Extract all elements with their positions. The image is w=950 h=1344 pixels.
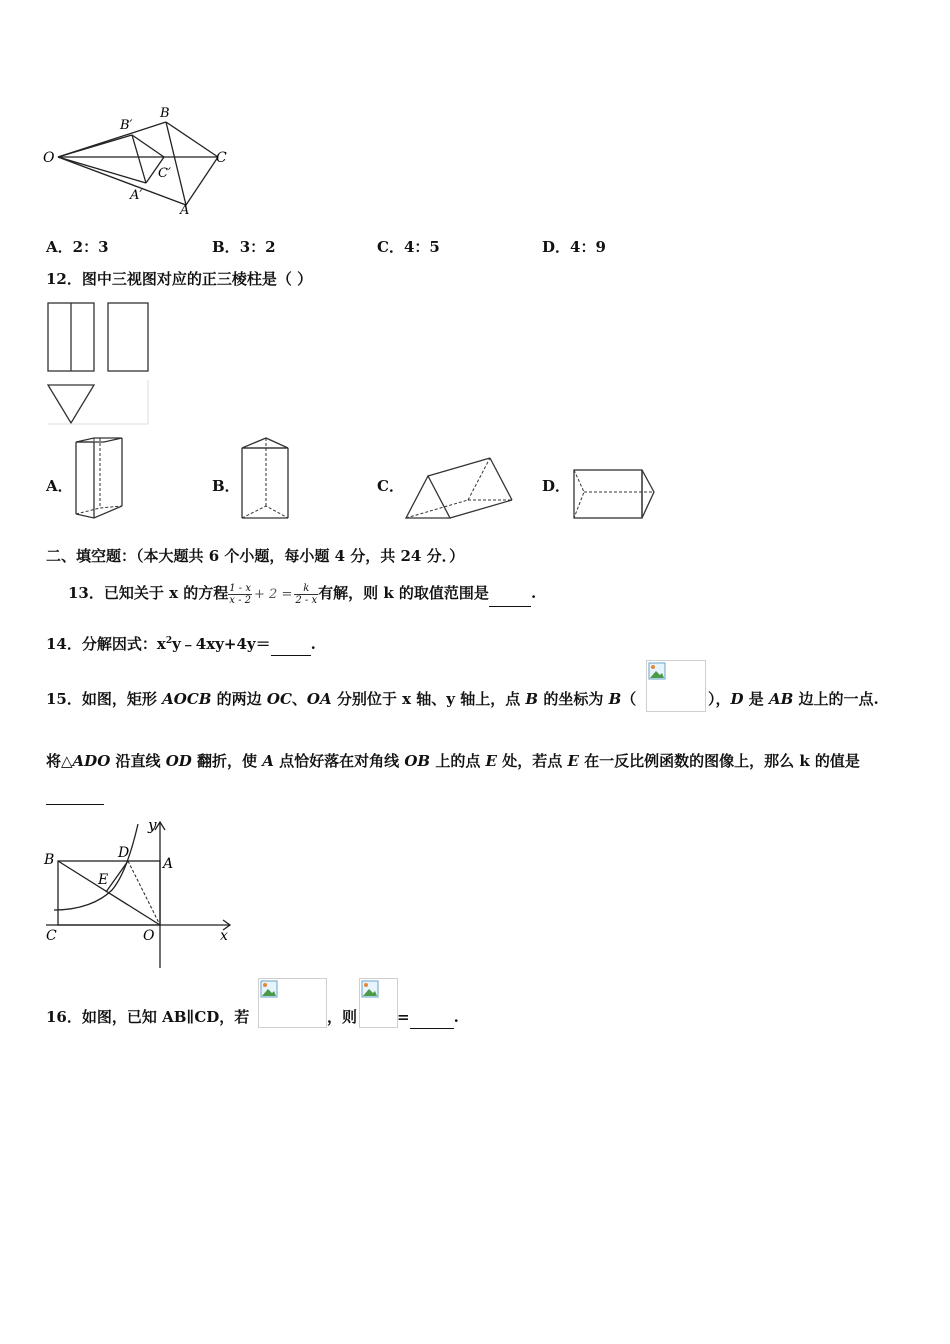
q15-var: OB	[404, 752, 431, 770]
q16-broken-image-2	[359, 978, 398, 1028]
label-B: B	[160, 106, 170, 121]
q12-option-d-label[interactable]: D．	[542, 477, 571, 495]
q12-option-b-prism[interactable]	[236, 432, 296, 522]
q16-broken-image-1	[258, 978, 327, 1028]
q13-end: .	[530, 584, 537, 602]
label-C: C	[46, 928, 57, 944]
q16-equals: =	[397, 1008, 410, 1026]
label-O: O	[43, 150, 55, 166]
q13-plus: + 2 =	[254, 587, 293, 602]
figure-q12-three-views	[44, 300, 154, 428]
q15-answer-blank[interactable]	[46, 790, 104, 805]
q15-var: OD	[165, 752, 192, 770]
q16-answer-blank[interactable]	[410, 1006, 454, 1029]
q13-prefix: 13．已知关于 x 的方程	[68, 584, 229, 602]
broken-image-icon	[260, 980, 278, 998]
q15-var: B	[525, 690, 539, 708]
q12-option-c-label[interactable]: C．	[377, 477, 404, 495]
q15-text: 边上的一点.	[793, 690, 879, 708]
fraction-denominator: 2 - x	[295, 594, 318, 606]
q15-var: OC	[266, 690, 292, 708]
q15-var: D	[730, 690, 744, 708]
figure-q15-coordinate-rectangle	[40, 814, 240, 972]
q13-answer-blank[interactable]	[489, 580, 531, 607]
q14-superscript: 2	[165, 636, 173, 646]
q14-prefix: 14．分解因式：x	[46, 635, 166, 653]
option-text: 2：3	[72, 238, 109, 256]
q15-var: ADO	[72, 752, 111, 770]
broken-image-icon	[648, 662, 666, 680]
q13-suffix: 有解，则 k 的取值范围是	[318, 584, 489, 602]
broken-image-icon	[361, 980, 379, 998]
q11-option-c[interactable]	[377, 236, 440, 257]
option-text: 3：2	[239, 238, 276, 256]
option-text: 4：5	[403, 238, 440, 256]
q15-text: 点恰好落在对角线	[273, 752, 405, 770]
q13-fraction-2	[294, 583, 318, 606]
q15-var: AOCB	[162, 690, 212, 708]
q15-text: 是	[743, 690, 769, 708]
q16-prefix: 16．如图，已知 AB∥CD，若	[46, 1008, 250, 1026]
q15-line-1	[46, 688, 636, 710]
label-B-prime: B′	[120, 118, 133, 133]
label-A: A	[163, 856, 174, 872]
option-text: 4：9	[570, 238, 606, 256]
q15-var: E	[567, 752, 579, 770]
fraction-numerator: k	[294, 583, 318, 595]
q12-option-a-prism[interactable]	[70, 434, 130, 524]
option-letter: A．	[46, 238, 73, 256]
q15-text: 的两边	[211, 690, 267, 708]
q15-text: 分别位于 x 轴、y 轴上，点	[331, 690, 526, 708]
q15-var: B	[608, 690, 622, 708]
option-letter: B．	[212, 238, 240, 256]
q16-tail	[397, 1006, 459, 1029]
label-D: D	[118, 845, 130, 861]
q14-text	[46, 630, 316, 656]
q15-text: 的坐标为	[538, 690, 609, 708]
q12-option-c-prism[interactable]	[402, 454, 518, 524]
q13-fraction-1	[228, 583, 252, 606]
q11-option-a[interactable]	[46, 236, 109, 257]
label-O: O	[143, 928, 155, 944]
q15-text: 翻折，使	[191, 752, 263, 770]
option-letter: C．	[377, 238, 404, 256]
label-A-prime: A′	[130, 188, 143, 203]
q15-text: ），	[708, 690, 731, 708]
q14-answer-blank[interactable]	[271, 633, 311, 656]
label-E: E	[98, 872, 109, 888]
q12-stem: 12．图中三视图对应的正三棱柱是（ ）	[46, 270, 313, 288]
q15-line-1b	[708, 688, 879, 710]
q15-text: 上的点	[430, 752, 486, 770]
label-x: x	[220, 928, 228, 944]
q15-text: 在一反比例函数的图像上，那么 k 的值是	[578, 752, 860, 770]
q15-text: （	[621, 690, 637, 708]
q13-text	[68, 580, 536, 608]
figure-q11-similar-triangles	[40, 100, 240, 220]
q11-option-d[interactable]	[542, 236, 606, 257]
q14-end: .	[310, 635, 316, 653]
q15-line-2	[46, 750, 860, 772]
fraction-denominator: x - 2	[229, 594, 252, 606]
q12-option-a-label[interactable]: A．	[46, 477, 73, 495]
q16-end: .	[453, 1008, 459, 1026]
q15-var: AB	[768, 690, 794, 708]
q12-option-b-label[interactable]: B．	[212, 477, 240, 495]
option-letter: D．	[542, 238, 571, 256]
q15-var: E	[485, 752, 497, 770]
q12-option-d-prism[interactable]	[570, 466, 660, 522]
section-2-heading: 二、填空题：（本大题共 6 个小题，每小题 4 分，共 24 分．）	[46, 547, 465, 565]
q15-broken-image	[646, 660, 706, 712]
q15-text: 处，若点	[496, 752, 568, 770]
q15-text: 、	[291, 690, 307, 708]
label-A: A	[180, 203, 190, 218]
q15-text: 15．如图，矩形	[46, 690, 163, 708]
q15-var: A	[262, 752, 274, 770]
label-C: C	[216, 150, 227, 166]
q14-rest: y﹣4xy+4y＝	[172, 635, 271, 653]
fraction-numerator: 1 - x	[229, 582, 252, 594]
q16-mid: ，则	[327, 1008, 358, 1026]
q15-var: OA	[306, 690, 332, 708]
q11-option-b[interactable]	[212, 236, 276, 257]
q15-text: 将△	[46, 752, 73, 770]
q15-text: 沿直线	[110, 752, 166, 770]
label-C-prime: C′	[158, 166, 171, 181]
label-B: B	[44, 852, 55, 868]
label-y: y	[148, 816, 157, 834]
